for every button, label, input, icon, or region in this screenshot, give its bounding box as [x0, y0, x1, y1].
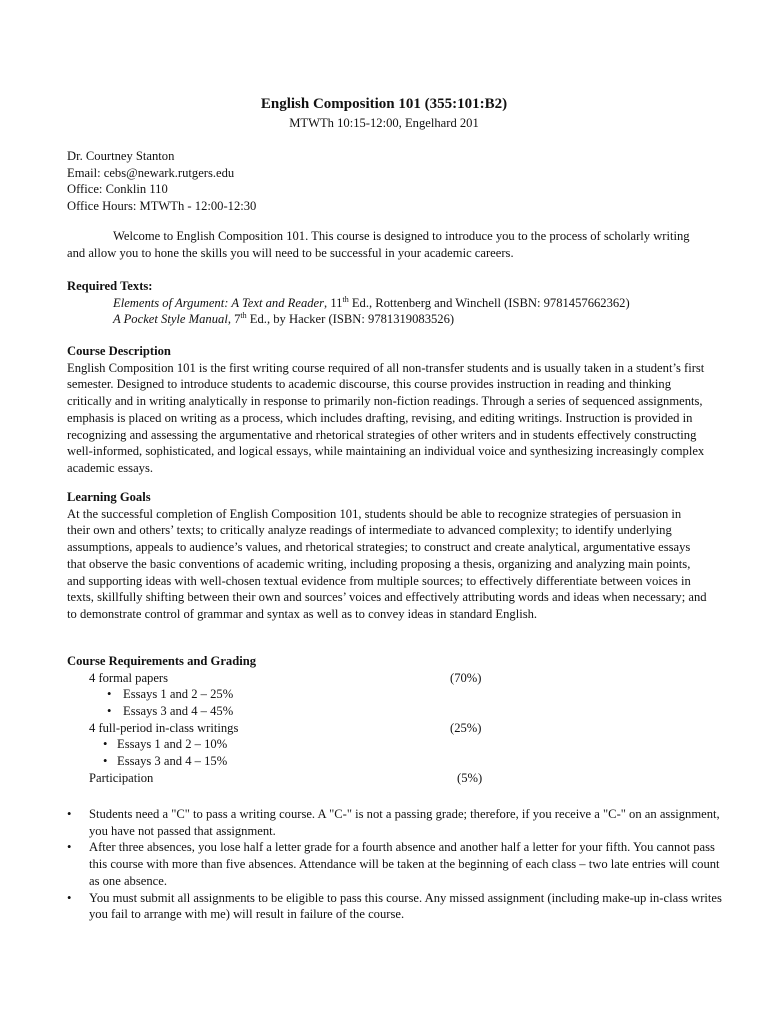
book-title: A Pocket Style Manual [113, 312, 228, 327]
policy-item [67, 890, 727, 923]
required-texts-heading: Required Texts: [67, 279, 153, 293]
edition-suffix: th [342, 294, 349, 304]
grading-heading: Course Requirements and Grading [67, 654, 257, 668]
book-details: Ed., by Hacker (ISBN: 9781319083526) [246, 312, 455, 327]
edition-number: , 11 [324, 295, 343, 310]
learning-goals-heading: Learning Goals [67, 490, 151, 504]
learning-goals-section [67, 489, 707, 623]
course-title: English Composition 101 (355:101:B2) [260, 96, 508, 112]
bullet-icon: • [107, 687, 112, 702]
grading-subitem [67, 703, 707, 720]
grading-subitem [67, 753, 707, 770]
instructor-contact [67, 148, 707, 215]
grading-subitem-text: Essays 1 and 2 – 10% [117, 737, 228, 752]
book-title: Elements of Argument: A Text and Reader [113, 295, 325, 310]
grading-row-participation [67, 770, 707, 787]
required-text-1 [67, 295, 707, 312]
edition-suffix: th [240, 311, 247, 321]
bullet-icon: • [103, 754, 108, 769]
instructor-email-line [67, 165, 707, 182]
policy-item [67, 806, 727, 839]
course-description-section [67, 343, 707, 477]
grading-subitem-text: Essays 3 and 4 – 45% [123, 704, 234, 719]
bullet-icon: • [103, 737, 108, 752]
instructor-email: cebs@newark.rutgers.edu [103, 165, 235, 180]
bullet-icon: • [67, 840, 72, 855]
grading-item-percent: (5%) [457, 770, 483, 785]
bullet-icon: • [67, 890, 72, 905]
grading-subitem-text: Essays 1 and 2 – 25% [123, 687, 234, 702]
book-details: Ed., Rottenberg and Winchell (ISBN: 9781457662362) [348, 295, 630, 310]
welcome-paragraph: Welcome to English Composition 101. This course is designed to introduce you to the process of scholarly writing and allow you to hone the skills you will need to be successful in your academic careers. [67, 229, 690, 260]
edition-number: , 7 [227, 312, 241, 327]
grading-item-label: 4 formal papers [89, 670, 169, 685]
grading-row-papers [67, 670, 707, 687]
course-meeting-time: MTWTh 10:15-12:00, Engelhard 201 [289, 116, 479, 130]
grading-item-label: Participation [89, 770, 154, 785]
course-description-body: English Composition 101 is the first writing course required of all non-transfer students and is usually taken in a student’s first semester. Designed to introduce students to academic discourse, this course provides instruction in reading and thinking critically and in writing analytically in response to primarily non-fiction readings. Through a series of sequenced assignments, emphasis is placed on writing as a process, which includes drafting, revising, and editing writings. Instruction is provided in recognizing and assessing the argumentative and rhetorical strategies of other writers and in students effectively constructing well-informed, sophisticated, and logical essays, while maintaining an individual voice and synthesizing increasingly complex academic essays. [67, 360, 705, 475]
required-text-2 [67, 311, 707, 328]
instructor-office-hours: Office Hours: MTWTh - 12:00-12:30 [67, 199, 257, 214]
grading-row-inclass [67, 720, 707, 737]
learning-goals-body: At the successful completion of English Composition 101, students should be able to recognize strategies of persuasion in their own and others’ texts; to critically analyze readings of intermediate to advanced complexity; to identify underlying assumptions, appeals to audience’s values, and rhetorical strategies; to construct and create analytical, argumentative essays that observe the basic conventions of academic writing, including proposing a thesis, organizing and analyzing main points, and supporting ideas with well-chosen textual evidence from multiple sources; to effectively differentiate between voices in texts, skillfully shifting between their own and sources’ voices and effectively attributing words and ideas when necessary; and to demonstrate control of grammar and syntax as well as to convey ideas in standard English. [67, 506, 707, 621]
policy-item [67, 839, 727, 889]
grading-item-label: 4 full-period in-class writings [89, 720, 239, 735]
grading-section [67, 653, 707, 787]
grading-item-percent: (70%) [450, 670, 482, 685]
course-description-heading: Course Description [67, 344, 171, 358]
grading-item-percent: (25%) [450, 720, 482, 735]
required-texts-section [67, 278, 707, 328]
instructor-name: Dr. Courtney Stanton [67, 149, 175, 163]
grading-subitem [67, 686, 707, 703]
policy-text: You must submit all assignments to be eligible to pass this course. Any missed assignment (including make-up in-class writes you fail to arrange with me) will result in failure of the course. [89, 890, 722, 922]
email-label: Email: [67, 165, 101, 180]
policy-text: After three absences, you lose half a letter grade for a fourth absence and another half a letter for your fifth. You cannot pass this course with more than five absences. Attendance will be taken at the beginning of each class – two late entries will count as one absence. [89, 840, 720, 888]
grading-subitem-text: Essays 3 and 4 – 15% [117, 754, 228, 769]
policy-text: Students need a "C" to pass a writing course. A "C-" is not a passing grade; therefore, if you receive a "C-" on an assignment, you have not passed that assignment. [89, 807, 720, 838]
bullet-icon: • [67, 807, 72, 821]
bullet-icon: • [107, 704, 112, 719]
instructor-office: Office: Conklin 110 [67, 182, 168, 197]
grading-subitem [67, 736, 707, 753]
policy-list [67, 806, 727, 923]
